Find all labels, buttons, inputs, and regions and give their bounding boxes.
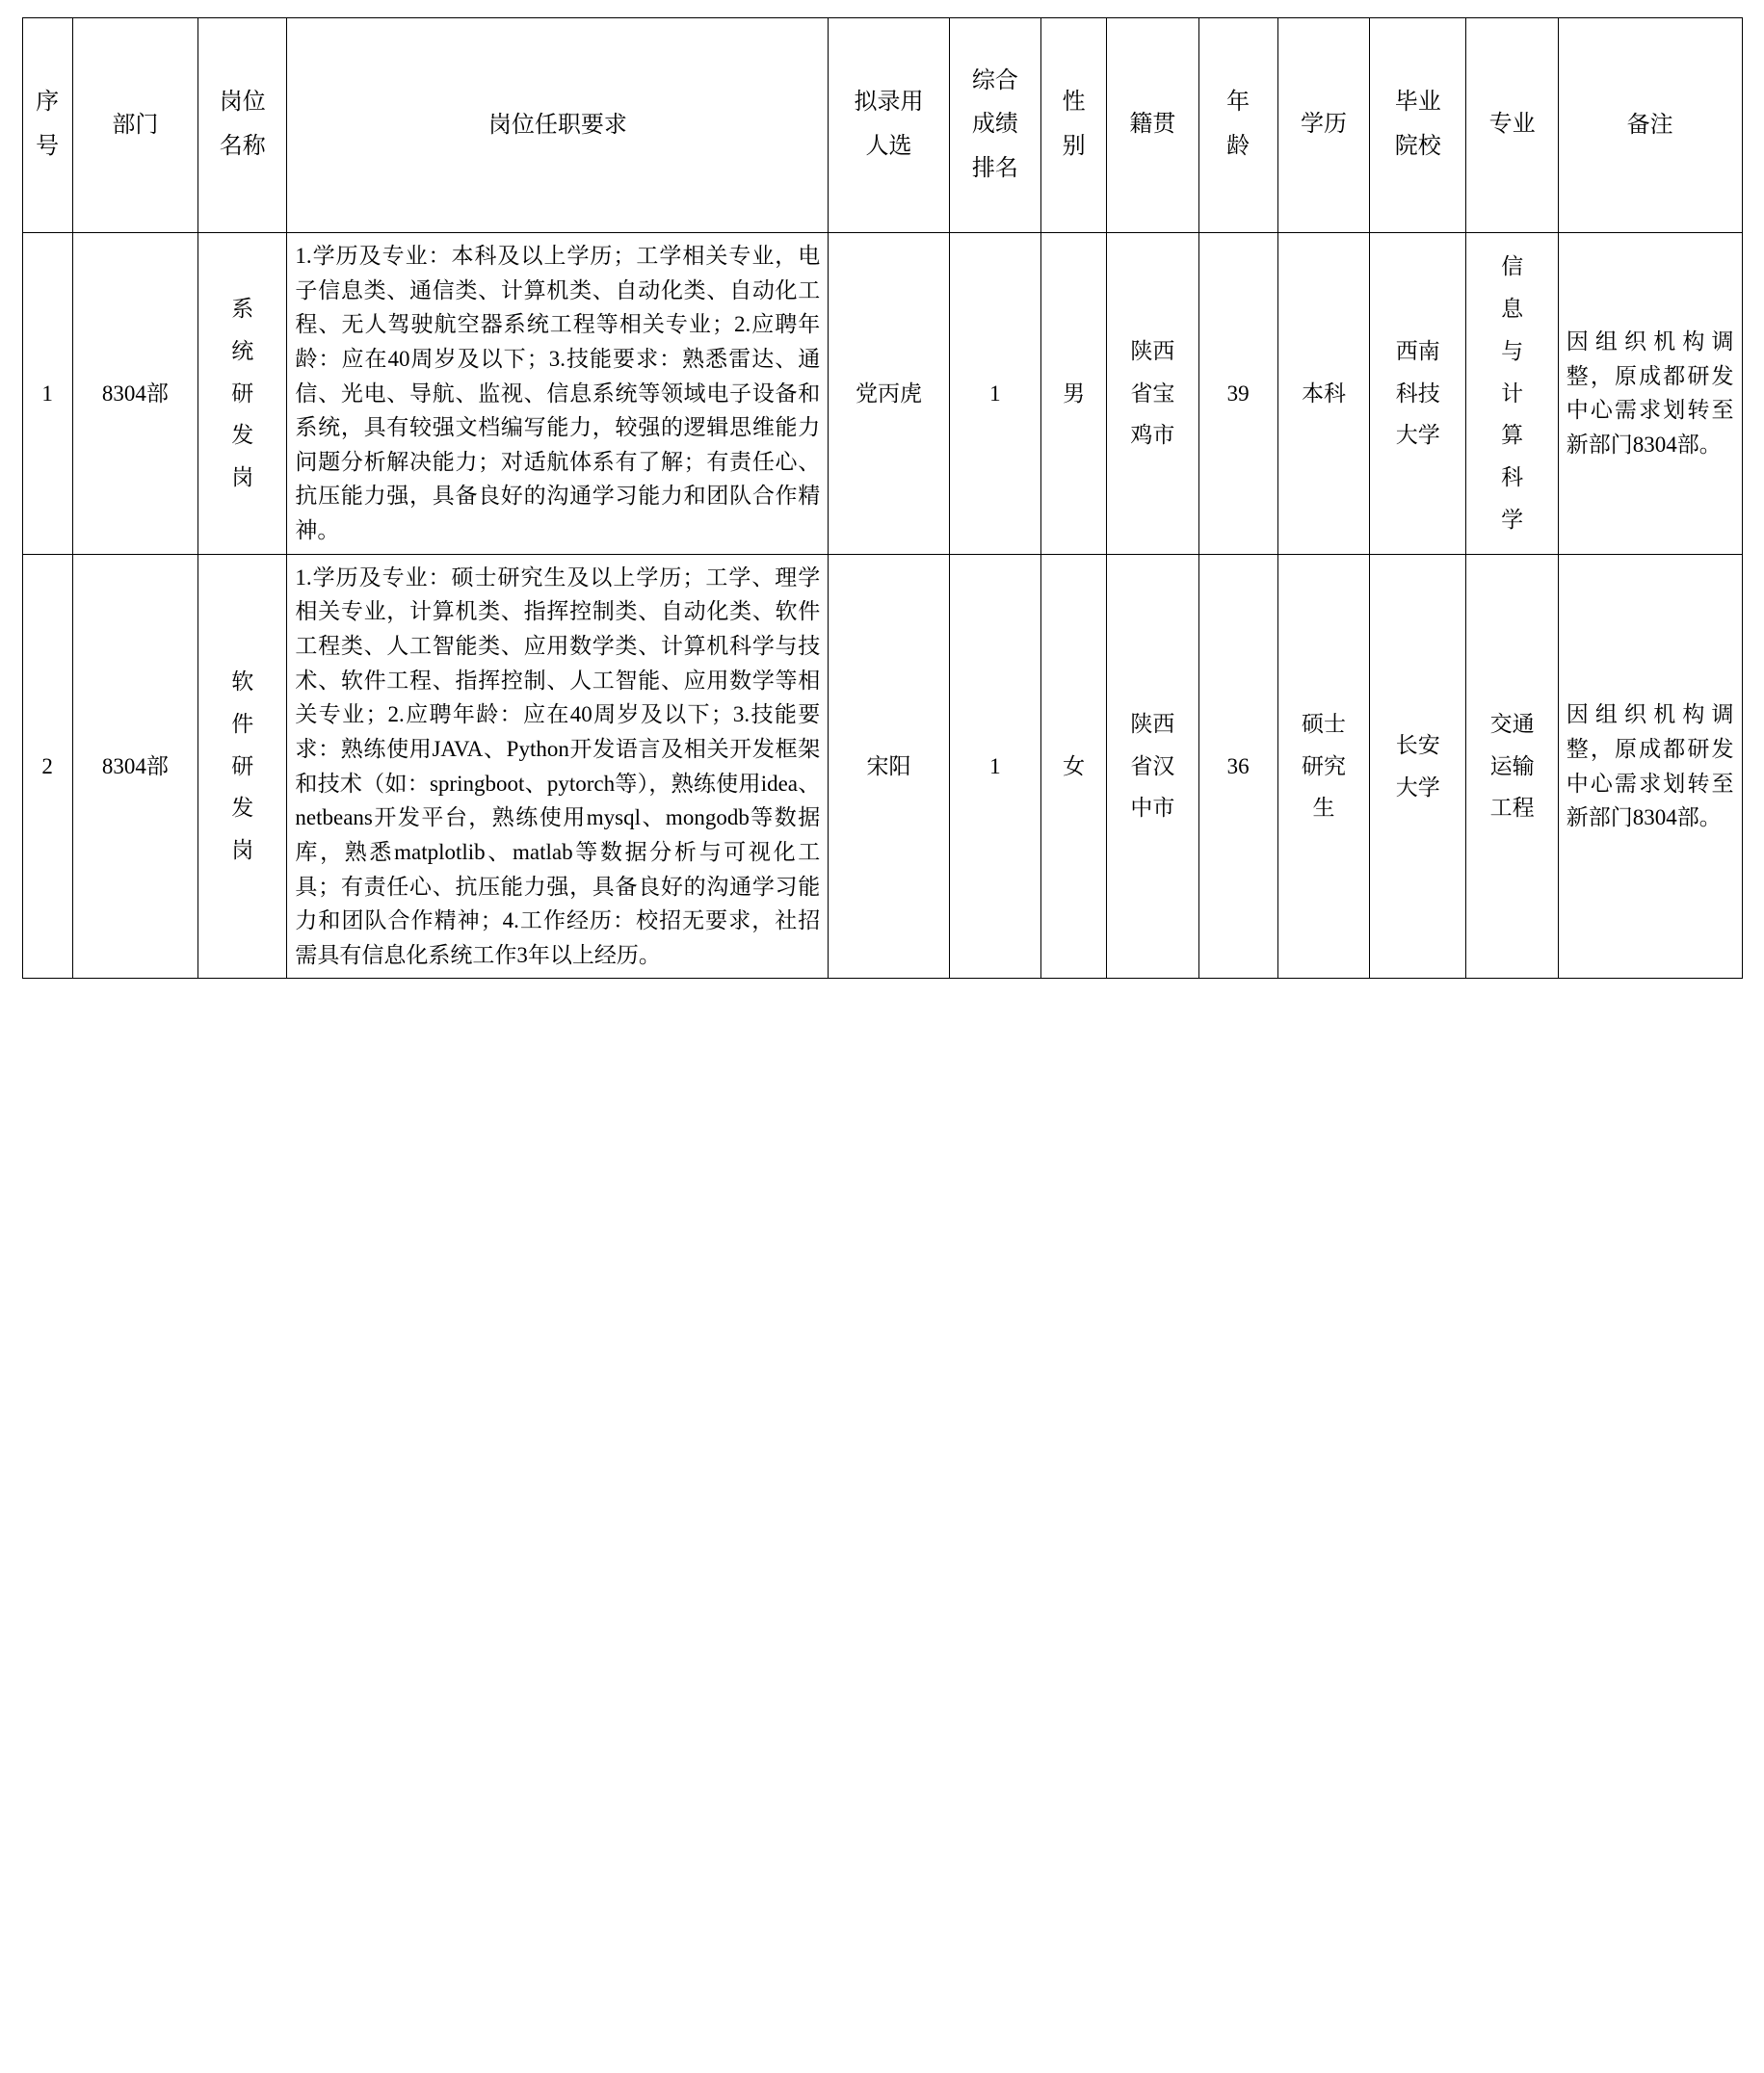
cell-major-label: 信息与计算科学 [1501,254,1524,532]
cell-dept: 8304部 [72,233,197,555]
cell-rank: 1 [949,233,1040,555]
cell-candidate: 党丙虎 [829,233,949,555]
header-dept [72,18,197,233]
cell-major [1466,554,1558,979]
cell-age: 36 [1198,554,1277,979]
header-origin [1107,18,1198,233]
table-header-row [22,18,1742,233]
header-origin-label: 籍贯 [1129,112,1176,138]
header-rank-label: 综合成绩排名 [971,67,1018,181]
cell-school-label: 西南科技大学 [1395,338,1440,448]
cell-post-label: 软件研发岗 [231,669,254,863]
cell-gender: 女 [1041,554,1107,979]
document-page [0,0,1764,998]
cell-seq: 2 [22,554,72,979]
table-row [22,554,1742,979]
header-candidate [829,18,949,233]
cell-school [1370,554,1466,979]
header-requirement-label: 岗位任职要求 [487,112,627,138]
cell-seq: 1 [22,233,72,555]
header-age-label: 年龄 [1226,90,1251,159]
cell-origin [1107,554,1198,979]
cell-origin-label: 陕西省宝鸡市 [1130,338,1175,448]
cell-education [1277,233,1369,555]
cell-school [1370,233,1466,555]
recruitment-table [22,17,1743,979]
header-requirement [287,18,829,233]
cell-education-label: 本科 [1301,380,1346,406]
cell-post [198,554,287,979]
header-education-label: 学历 [1300,112,1347,138]
header-post-label: 岗位名称 [219,90,266,159]
cell-candidate: 宋阳 [829,554,949,979]
header-post [198,18,287,233]
table-row [22,233,1742,555]
header-remark-label: 备注 [1626,112,1673,138]
header-candidate-label: 拟录用人选 [854,90,924,159]
header-major [1466,18,1558,233]
header-rank [949,18,1040,233]
cell-school-label: 长安大学 [1395,732,1440,800]
cell-requirement: 1.学历及专业：硕士研究生及以上学历；工学、理学相关专业，计算机类、指挥控制类、自动化类、软件工程类、人工智能类、应用数学类、计算机科学与技术、软件工程、指挥控制、人工智能、应用数学等相关专业；2.应聘年龄：应在40周岁及以下；3.技能要求：熟练使用JAVA、Python开发语言及相关开发框架和技术（如：springboot、pytorch等），熟练使用idea、netbeans开发平台，熟练使用mysql、mongodb等数据库，熟悉matplotlib、matlab等数据分析与可视化工具；有责任心、抗压能力强，具备良好的沟通学习能力和团队合作精神；4.工作经历：校招无要求，社招需具有信息化系统工作3年以上经历。 [287,554,829,979]
cell-education-label: 硕士研究生 [1301,712,1346,821]
header-gender [1041,18,1107,233]
cell-remark: 因组织机构调整，原成都研发中心需求划转至新部门8304部。 [1558,554,1742,979]
header-seq [22,18,72,233]
cell-education [1277,554,1369,979]
cell-requirement: 1.学历及专业：本科及以上学历；工学相关专业，电子信息类、通信类、计算机类、自动化类、自动化工程、无人驾驶航空器系统工程等相关专业；2.应聘年龄：应在40周岁及以下；3.技能要求：熟悉雷达、通信、光电、导航、监视、信息系统等领域电子设备和系统，具有较强文档编写能力，较强的逻辑思维能力问题分析解决能力；对适航体系有了解；有责任心、抗压能力强，具备良好的沟通学习能力和团队合作精神。 [287,233,829,555]
header-major-label: 专业 [1488,112,1536,138]
cell-major [1466,233,1558,555]
cell-origin-label: 陕西省汉中市 [1130,712,1175,821]
header-gender-label: 性别 [1062,90,1086,159]
cell-age: 39 [1198,233,1277,555]
cell-rank: 1 [949,554,1040,979]
cell-origin [1107,233,1198,555]
header-remark [1558,18,1742,233]
cell-remark: 因组织机构调整，原成都研发中心需求划转至新部门8304部。 [1558,233,1742,555]
header-age [1198,18,1277,233]
header-seq-label: 序号 [36,90,60,159]
cell-post [198,233,287,555]
cell-post-label: 系统研发岗 [231,297,254,489]
header-school-label: 毕业院校 [1394,90,1441,159]
cell-dept: 8304部 [72,554,197,979]
header-school [1370,18,1466,233]
header-dept-label: 部门 [112,112,159,138]
cell-gender: 男 [1041,233,1107,555]
cell-major-label: 交通运输工程 [1489,712,1535,821]
header-education [1277,18,1369,233]
